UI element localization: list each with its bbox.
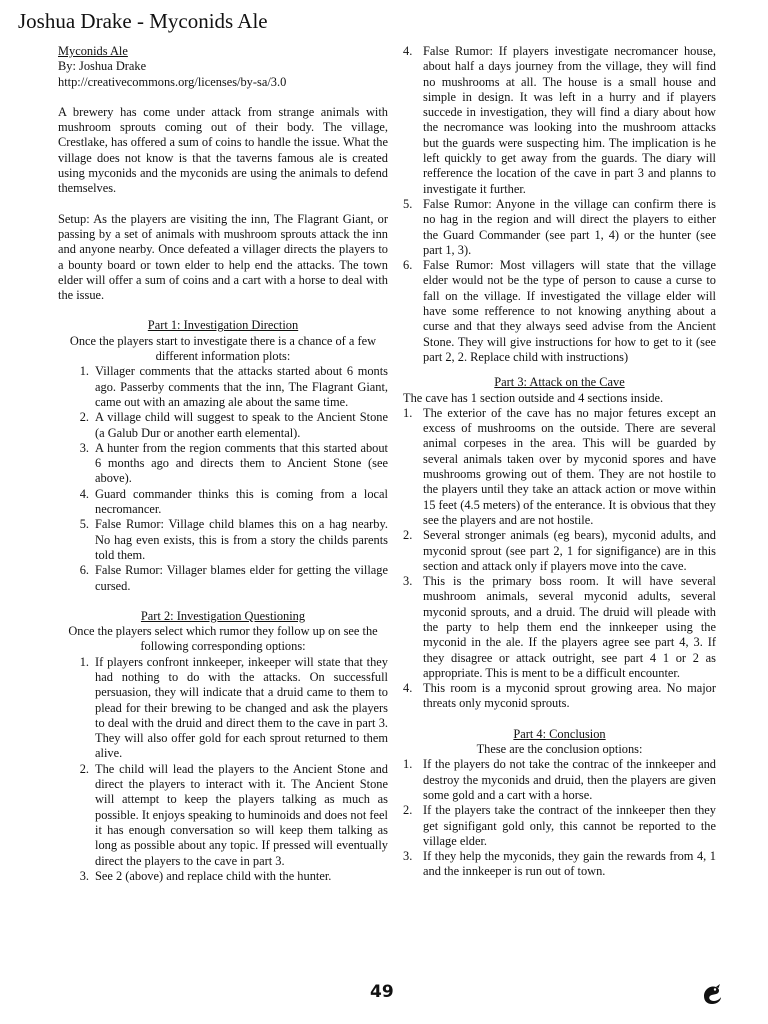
list-item-text: The exterior of the cave has no major fetures except an excess of mushrooms on the outside. There are several animal corpeses in the area. This will be guarded by several animals taken over by myconid spores and have mushrooms growing out of them. They are not hostile to the players until they take an attack action or move within 15 feet (4.5 meters) of the enterance. It is obvious that they see the players and are not hostile. xyxy=(423,405,716,527)
list-item-number: 3. xyxy=(79,868,89,883)
list-item xyxy=(403,574,716,681)
part2-list-right xyxy=(403,44,716,365)
list-item xyxy=(58,441,388,487)
list-item xyxy=(58,762,388,869)
list-item-number: 2. xyxy=(403,528,413,543)
right-column xyxy=(403,44,716,880)
list-item-text: This room is a myconid sprout growing area. No major threats only myconid sprouts. xyxy=(423,681,716,711)
list-item xyxy=(58,655,388,762)
list-item-number: 3. xyxy=(403,574,413,589)
part1-intro: Once the players start to investigate there is a chance of a few different information plots: xyxy=(69,333,377,364)
list-item-number: 4. xyxy=(403,44,413,58)
list-item xyxy=(58,487,388,518)
list-item-number: 2. xyxy=(79,761,89,776)
part2-intro: Once the players select which rumor they follow up on see the following corresponding options: xyxy=(68,624,378,654)
list-item-text: A village child will suggest to speak to the Ancient Stone (a Galub Dur or another earth elemental). xyxy=(95,410,388,440)
list-item xyxy=(403,406,716,528)
list-item-text: Several stronger animals (eg bears), myconid adults, and myconid sprout (see part 2, 1 for signifigance) are in this section and attack only if players move into the cave. xyxy=(423,528,716,573)
part2-title: Part 2: Investigation Questioning xyxy=(140,608,306,623)
dragon-logo-icon xyxy=(700,982,724,1006)
list-item-text: False Rumor: Anyone in the village can confirm there is no hag in the region and will direct the players to either the Guard Commander (see part 1, 4) or the hunter (see part 1, 3). xyxy=(423,196,716,257)
part4-list xyxy=(403,757,716,879)
list-item-number: 5. xyxy=(79,517,89,532)
list-item xyxy=(403,258,716,365)
list-item-number: 1. xyxy=(79,654,89,669)
page-header-title: Joshua Drake - Myconids Ale xyxy=(18,9,268,33)
list-item-number: 6. xyxy=(79,563,89,578)
setup-paragraph: Setup: As the players are visiting the inn, The Flagrant Giant, or passing by a set of animals with mushroom sprouts attack the inn and anyone nearby. Once defeated a villager directs the players to a bounty board or town elder to help end the attacks. The town elder will offer a sum of coins and a cart with a horse to deal with the issue. xyxy=(58,211,388,303)
part4-intro: These are the conclusion options: xyxy=(476,742,643,757)
list-item xyxy=(58,364,388,410)
page-number: 49 xyxy=(370,982,394,1002)
list-item-number: 1. xyxy=(79,364,89,379)
list-item-text: The child will lead the players to the Ancient Stone and direct the players to interact with it. The Ancient Stone will attempt to keep the players talking as much as possible. It enjoys speaking to huminoids and does not feel it has enough conversation so will keep them talking as long as possible about any topic. If pressed will eventually direct the players to the cave in part 3. xyxy=(95,761,388,868)
list-item-text: False Rumor: Most villagers will state that the village elder would not be the type of person to cause a curse to fall on the village. If investigated the village elder will have some refference to not knowing anything about a curse and that they always seed advise from the Ancient Stone. They will give instructions for how to get to it (see part 2, 2. Replace child with instructions) xyxy=(423,258,716,364)
list-item-text: A hunter from the region comments that this started about 6 months ago and directs them to Ancient Stone (see above). xyxy=(95,440,388,486)
part2-list-left xyxy=(58,655,388,884)
list-item-number: 1. xyxy=(403,757,413,772)
list-item-text: See 2 (above) and replace child with the hunter. xyxy=(95,868,332,883)
list-item-number: 3. xyxy=(79,440,89,455)
list-item-number: 4. xyxy=(403,681,413,696)
list-item xyxy=(403,803,716,849)
list-item xyxy=(58,410,388,441)
list-item xyxy=(403,528,716,574)
list-item xyxy=(403,849,716,880)
part3-intro: The cave has 1 section outside and 4 sections inside. xyxy=(403,390,664,405)
license-line: http://creativecommons.org/licenses/by-sa/3.0 xyxy=(58,74,287,89)
list-item-text: Villager comments that the attacks started about 6 monts ago. Passerby comments that the inn, The Flagrant Giant, came out with an amazing ale about the same time. xyxy=(95,364,388,409)
part4-title: Part 4: Conclusion xyxy=(513,726,606,741)
part1-title: Part 1: Investigation Direction xyxy=(147,318,299,333)
list-item xyxy=(58,869,388,884)
left-column xyxy=(58,44,388,884)
list-item xyxy=(403,197,716,258)
list-item-number: 1. xyxy=(403,405,413,420)
list-item-text: False Rumor: Villager blames elder for getting the village cursed. xyxy=(95,563,388,593)
list-item-text: If the players take the contract of the innkeeper then they get signifigant gold only, this cannot be reported to the village elder. xyxy=(423,803,716,848)
list-item-text: If the players do not take the contrac of the innkeeper and destroy the myconids and druid, then the players are given some gold and a cart with a horse. xyxy=(423,757,716,802)
list-item-number: 3. xyxy=(403,849,413,864)
list-item-text: False Rumor: If players investigate necromancer house, about half a days journey from the village, they will find no mushrooms at all. The house is a small house and simple in design. It was left in a hurry and if players succede in investigation, they will find a diary about how the necromance was looking into the mushroom attacks but the guards were suspecting him. The implication is he left quickly to get away from the guards. The diary will refference the location of the cave in part 3 and planns to investigate it further. xyxy=(423,44,716,196)
list-item-number: 4. xyxy=(79,486,89,501)
list-item-text: If players confront innkeeper, inkeeper will state that they had nothing to do with the attacks. On successfull persuasion, they will indicate that a druid came to them to plead for their brewing to be changed and ask the players to deal with the druid and direct them to the cave in part 3. They will also offer gold for each sprout returned to them alive. xyxy=(95,654,388,761)
list-item xyxy=(58,517,388,563)
author-line: By: Joshua Drake xyxy=(58,59,147,74)
doc-title: Myconids Ale xyxy=(58,44,128,58)
part1-list xyxy=(58,364,388,593)
list-item-text: This is the primary boss room. It will have several mushroom animals, several myconid adults, several myconid sprouts, and a druid. The druid will pleade with the party to help them end the innkeeper using the myconid in the ale. If the players agree see part 4, 3. If they disagree or attack outright, see part 4 1 or 2 as appropriate. This is ment to be a difficult encounter. xyxy=(423,574,716,680)
list-item-text: Guard commander thinks this is coming from a local necromancer. xyxy=(95,486,388,517)
intro-paragraph: A brewery has come under attack from strange animals with mushroom sprouts coming out of their body. The village, Crestlake, has offered a sum of coins to handle the issue. What the village does not know is that the taverns famous ale is created using myconids and the myconids are using the animals to defend themselves. xyxy=(58,104,388,196)
list-item-text: If they help the myconids, they gain the rewards from 4, 1 and the innkeeper is run out of town. xyxy=(423,849,716,879)
list-item-number: 2. xyxy=(79,410,89,425)
list-item xyxy=(403,757,716,803)
list-item xyxy=(403,681,716,712)
part3-list xyxy=(403,406,716,712)
list-item-text: False Rumor: Village child blames this on a hag nearby. No hag even exists, this is from a story the childs parents told them. xyxy=(95,517,388,562)
list-item-number: 5. xyxy=(403,196,413,211)
list-item xyxy=(58,563,388,594)
part3-title: Part 3: Attack on the Cave xyxy=(494,375,625,390)
list-item xyxy=(403,44,716,197)
list-item-number: 6. xyxy=(403,258,413,273)
list-item-number: 2. xyxy=(403,803,413,818)
